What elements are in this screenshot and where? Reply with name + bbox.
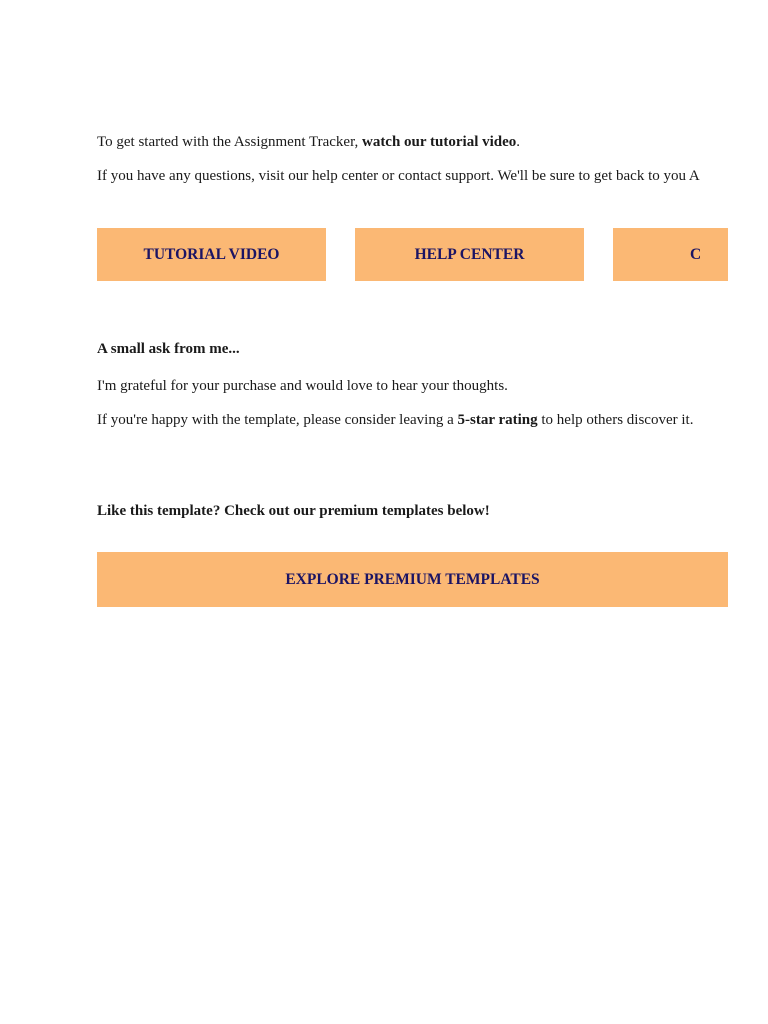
ask-line-1: I'm grateful for your purchase and would love to hear your thoughts. xyxy=(97,378,508,394)
ask-line-2 xyxy=(97,411,693,429)
explore-premium-templates-button[interactable] xyxy=(97,552,728,607)
intro-line-1-suffix: . xyxy=(516,134,521,150)
intro-line-1 xyxy=(97,133,520,151)
ask-line-2-suffix: to help others discover it. xyxy=(537,412,694,428)
contact-support-button-label: C xyxy=(690,245,702,263)
ask-heading: A small ask from me... xyxy=(97,341,240,357)
five-star-rating-text: 5-star rating xyxy=(457,412,538,428)
explore-premium-templates-button-label: EXPLORE PREMIUM TEMPLATES xyxy=(285,570,540,588)
intro-line-1-prefix: To get started with the Assignment Tracker, xyxy=(97,134,362,150)
tutorial-video-button-label: TUTORIAL VIDEO xyxy=(143,245,280,263)
premium-heading: Like this template? Check out our premium templates below! xyxy=(97,503,490,519)
contact-support-button[interactable] xyxy=(613,228,728,281)
tutorial-video-link-text[interactable]: watch our tutorial video xyxy=(361,134,517,150)
intro-line-2 xyxy=(97,167,700,185)
help-center-button-label: HELP CENTER xyxy=(414,245,525,263)
help-center-button[interactable] xyxy=(355,228,584,281)
intro-line-2-text: If you have any questions, visit our help center or contact support. We'll be sure to get back to you A xyxy=(97,168,700,184)
tutorial-video-button[interactable] xyxy=(97,228,326,281)
ask-line-2-prefix: If you're happy with the template, please consider leaving a xyxy=(97,412,458,428)
